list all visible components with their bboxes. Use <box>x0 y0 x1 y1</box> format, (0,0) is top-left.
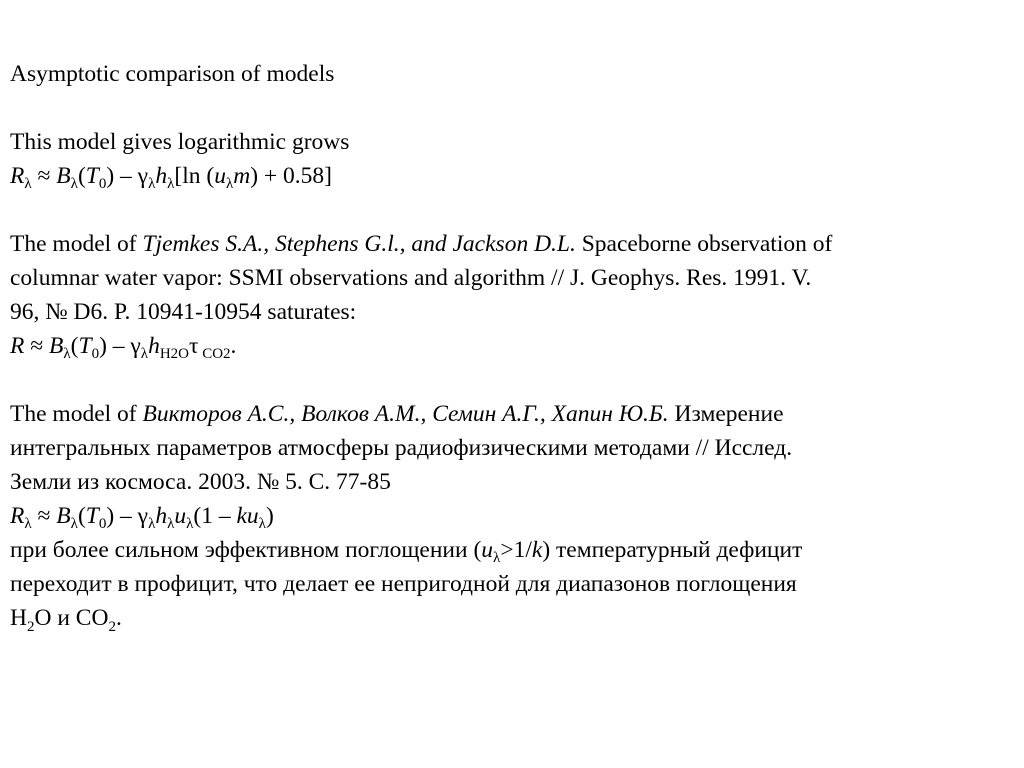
formula-subscript: 0 <box>98 516 107 532</box>
formula-symbol: B <box>49 333 64 359</box>
model3-note-line1 <box>10 533 1020 567</box>
formula-subscript: λ <box>70 516 78 532</box>
formula-subscript: λ <box>63 346 71 362</box>
model-authors: Викторов А.С., Волков А.М., Семин А.Г., Хапин Ю.Б. <box>142 401 669 427</box>
model1-formula <box>10 159 1020 193</box>
model-prefix: The model of <box>10 231 143 257</box>
note-text: при более сильном эффективном поглощении ( <box>10 537 482 563</box>
formula-text: ) – <box>106 503 138 529</box>
formula-subscript: λ <box>258 516 266 532</box>
formula-symbol: τ <box>188 333 199 359</box>
formula-subscript: λ <box>167 176 175 192</box>
spacer <box>10 363 1020 397</box>
formula-text: ≈ <box>31 503 57 529</box>
formula-symbol: u <box>174 503 187 529</box>
formula-symbol: γ <box>130 333 141 359</box>
formula-subscript: λ <box>167 516 175 532</box>
formula-subscript: λ <box>493 550 501 566</box>
formula-subscript: λ <box>186 516 194 532</box>
model-authors: Tjemkes S.A., Stephens G.l., and Jackson D.L. <box>142 231 576 257</box>
model-prefix: The model of <box>10 401 143 427</box>
model2-reference-line1 <box>10 227 1020 261</box>
formula-symbol: u <box>481 537 494 563</box>
formula-subscript: λ <box>140 346 149 362</box>
formula-symbol: h <box>148 333 160 359</box>
note-text: O и CO <box>34 605 109 631</box>
formula-subscript: 2 <box>26 619 35 635</box>
formula-text: ( <box>77 503 86 529</box>
formula-symbol: u <box>214 163 226 189</box>
model3-reference-line1 <box>10 397 1020 431</box>
page-title: Asymptotic comparison of models <box>10 61 335 87</box>
formula-symbol: B <box>56 503 71 529</box>
formula-text: ( <box>70 333 79 359</box>
formula-text: ) + 0.58] <box>250 163 332 189</box>
model2-reference-line3: 96, № D6. P. 10941-10954 saturates: <box>10 299 357 325</box>
formula-symbol: R <box>10 333 25 359</box>
formula-subscript: λ <box>24 176 32 192</box>
formula-text: (1 – <box>193 503 237 529</box>
formula-subscript: H2O <box>159 346 189 362</box>
reference-title: Spaceborne observation of <box>575 231 833 257</box>
note-text: H <box>10 605 27 631</box>
note-text: ) температурный дефицит <box>542 537 803 563</box>
formula-symbol: k <box>531 537 543 563</box>
model2-reference-line2: columnar water vapor: SSMI observations and algorithm // J. Geophys. Res. 1991. V. <box>10 265 812 291</box>
formula-subscript: 0 <box>91 346 100 362</box>
formula-text: ≈ <box>31 163 57 189</box>
formula-subscript: λ <box>148 516 156 532</box>
formula-text: ) <box>265 503 274 529</box>
model3-formula <box>10 499 1020 533</box>
formula-symbol: h <box>155 503 168 529</box>
model3-note-line3 <box>10 601 1020 635</box>
reference-title: Измерение <box>668 401 784 427</box>
formula-text: [ln ( <box>174 163 215 189</box>
formula-symbol: T <box>85 503 99 529</box>
model3-reference-line3: Земли из космоса. 2003. № 5. С. 77-85 <box>10 469 391 495</box>
formula-symbol: u <box>246 503 259 529</box>
spacer <box>10 91 1020 125</box>
formula-text: . <box>230 333 237 359</box>
formula-subscript: 0 <box>98 176 107 192</box>
formula-subscript: λ <box>70 176 78 192</box>
formula-subscript: λ <box>225 176 234 192</box>
formula-symbol: k <box>236 503 247 529</box>
model3-reference-line2: интегральных параметров атмосферы радиофизическими методами // Исслед. <box>10 435 793 461</box>
formula-symbol: γ <box>137 163 149 189</box>
formula-subscript: λ <box>24 516 32 532</box>
formula-symbol: m <box>233 163 251 189</box>
note-text: . <box>115 605 122 631</box>
formula-symbol: T <box>78 333 92 359</box>
slide-content <box>10 57 1020 635</box>
formula-symbol: T <box>85 163 99 189</box>
formula-text: ) – <box>106 163 138 189</box>
formula-subscript: 2 <box>108 619 116 635</box>
formula-text: ( <box>77 163 86 189</box>
spacer <box>10 193 1020 227</box>
model3-note-line2: переходит в профицит, что делает ее непригодной для диапазонов поглощения <box>10 571 797 597</box>
note-text: >1/ <box>500 537 532 563</box>
model2-formula <box>10 329 1020 363</box>
formula-symbol: B <box>56 163 71 189</box>
model1-intro: This model gives logarithmic grows <box>10 129 350 155</box>
formula-symbol: h <box>155 163 168 189</box>
formula-subscript: λ <box>148 176 156 192</box>
formula-text: ) – <box>99 333 131 359</box>
formula-symbol: R <box>10 503 25 529</box>
formula-symbol: γ <box>137 503 149 529</box>
formula-text: ≈ <box>24 333 50 359</box>
formula-subscript: CO2 <box>198 346 231 362</box>
formula-symbol: R <box>10 163 25 189</box>
